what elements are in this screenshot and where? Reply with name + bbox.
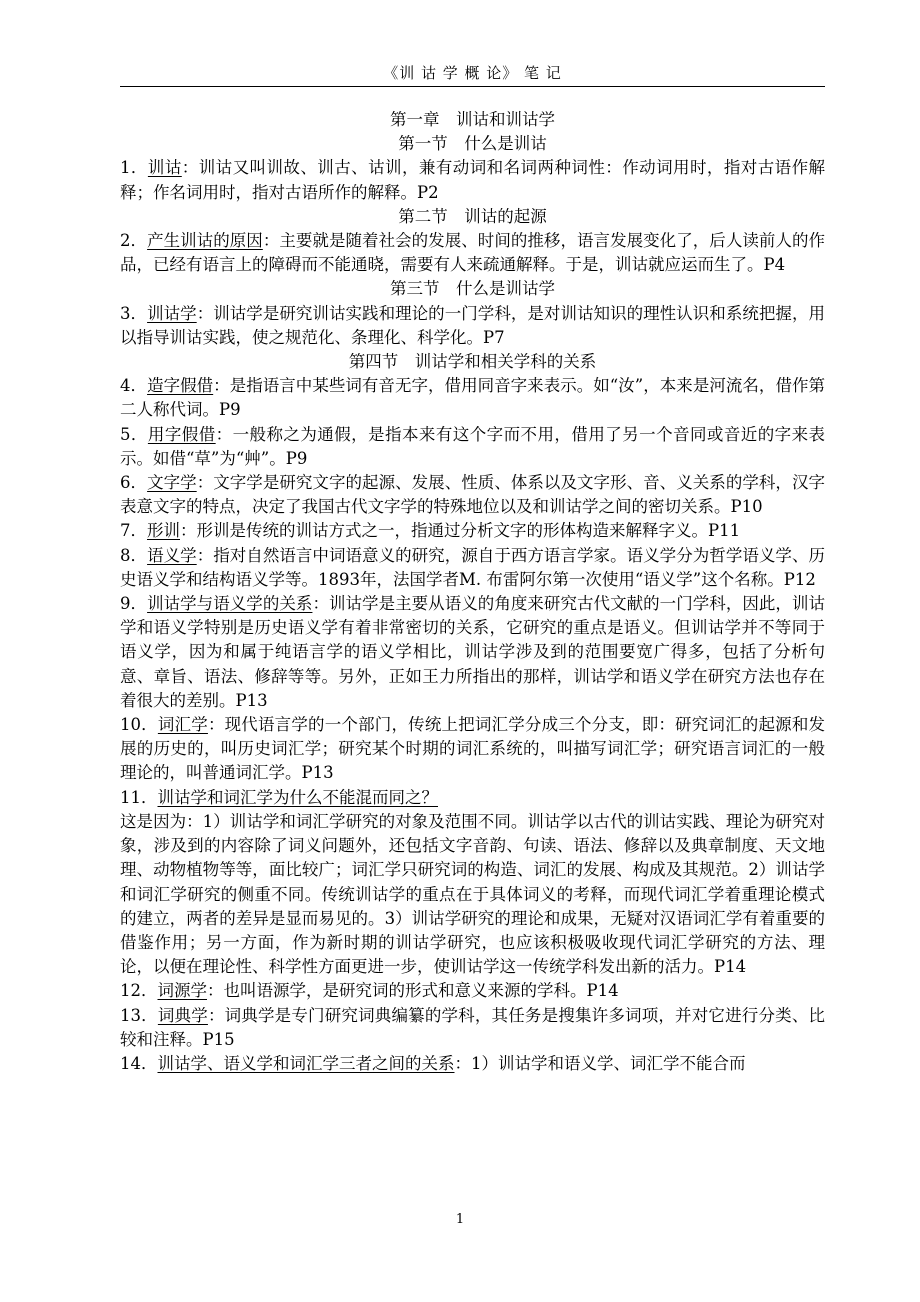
- entry-term: 训诂学、语义学和词汇学三者之间的关系: [157, 1053, 455, 1073]
- entry-text: ：指对自然语言中词语意义的研究，源自于西方语言学家。语义学分为哲学语义学、历史语义学和结构语义学等。1893年，法国学者M. 布雷阿尔第一次使用“语义学”这个名称。P12: [120, 545, 826, 589]
- entry-9: [120, 592, 825, 713]
- entry-text: ：也叫语源学，是研究词的形式和意义来源的学科。P14: [207, 981, 619, 1001]
- page-header: 《训 诂 学 概 论》 笔 记: [120, 62, 825, 87]
- entry-term: 造字假借: [147, 376, 214, 396]
- entry-text: ：是指语言中某些词有音无字，借用同音字来表示。如“汝”，本来是河流名，借作第二人称代词。P9: [120, 376, 826, 420]
- entry-number: 8．: [120, 545, 148, 565]
- entry-4: [120, 374, 825, 422]
- section-2-title: 第二节 训诂的起源: [398, 206, 547, 226]
- entry-term: 语义学: [147, 545, 197, 565]
- entry-term: 用字假借: [147, 424, 216, 444]
- section-4-title: 第四节 训诂学和相关学科的关系: [348, 352, 597, 372]
- entry-term: 文字学: [147, 473, 197, 493]
- entry-term: 词汇学: [157, 715, 208, 735]
- entry-number: 6．: [120, 473, 148, 493]
- entry-term: 训诂学: [147, 303, 197, 323]
- entry-term: 词典学: [157, 1005, 208, 1025]
- entry-text: ：主要就是随着社会的发展、时间的推移，语言发展变化了，后人读前人的作品，已经有语言上的障碍而不能通晓，需要有人来疏通解释。于是，训诂就应运而生了。P4: [120, 231, 826, 275]
- entry-number: 13．: [120, 1005, 158, 1025]
- section-1-title: 第一节 什么是训诂: [398, 134, 547, 154]
- entry-6: [120, 471, 825, 519]
- entry-number: 12．: [120, 981, 158, 1001]
- entry-3: [120, 302, 825, 350]
- entry-text: ：训诂又叫训故、训古、诂训，兼有动词和名词两种词性：作动词用时，指对古语作解释；作名词用时，指对古语所作的解释。P2: [120, 158, 826, 202]
- entry-7: [120, 519, 825, 543]
- section-3-title: 第三节 什么是训诂学: [390, 279, 555, 299]
- entry-text: ：训诂学是主要从语义的角度来研究古代文献的一门学科，因此，训诂学和语义学特别是历史语义学有着非常密切的关系，它研究的重点是语义。但训诂学并不等同于语义学，因为和属于纯语言学的语义学相比，训诂学涉及到的范围要宽广得多，包括了分析句意、章旨、语法、修辞等等。另外，正如王力所指出的那样，训诂学和语义学在研究方法也存在着很大的差别。P13: [120, 594, 826, 710]
- entry-11-answer: [120, 810, 825, 979]
- entry-text: ：训诂学是研究训诂实践和理论的一门学科，是对训诂知识的理性认识和系统把握，用以指导训诂实践，使之规范化、条理化、科学化。P7: [120, 303, 826, 347]
- entry-term: 形训: [147, 521, 180, 541]
- entry-number: 11．: [120, 787, 158, 807]
- entry-14: [120, 1052, 825, 1076]
- entry-term: 训诂: [147, 158, 182, 178]
- entry-number: 14．: [120, 1053, 158, 1073]
- entry-number: 1．: [120, 158, 148, 178]
- entry-number: 10．: [120, 715, 158, 735]
- entry-number: 3．: [120, 303, 148, 323]
- entry-text: ：形训是传统的训诂方式之一，指通过分析文字的形体构造来解释字义。P11: [180, 521, 741, 541]
- entry-2: [120, 229, 825, 277]
- entry-12: [120, 979, 825, 1003]
- entry-number: 9．: [120, 594, 148, 614]
- entry-text: ：词典学是专门研究词典编纂的学科，其任务是搜集许多词项，并对它进行分类、比较和注释。P15: [120, 1005, 826, 1049]
- entry-text: ：现代语言学的一个部门，传统上把词汇学分成三个分支，即：研究词汇的起源和发展的历史的，叫历史词汇学；研究某个时期的词汇系统的，叫描写词汇学；研究语言词汇的一般理论的，叫普通词汇学。P13: [120, 715, 826, 783]
- entry-number: 4．: [120, 376, 148, 396]
- entry-5: [120, 423, 825, 471]
- entry-text: 这是因为：1）训诂学和词汇学研究的对象及范围不同。训诂学以古代的训诂实践、理论为研究对象，涉及到的内容除了词义问题外，还包括文字音韵、句读、语法、修辞以及典章制度、天文地理、动物植物等等，面比较广；词汇学只研究词的构造、词汇的发展、构成及其规范。2）训诂学和词汇学研究的侧重不同。传统训诂学的重点在于具体词义的考释，而现代词汇学着重理论模式的建立，两者的差异是显而易见的。3）训诂学研究的理论和成果，无疑对汉语词汇学有着重要的借鉴作用；另一方面，作为新时期的训诂学研究，也应该积极吸收现代词汇学研究的方法、理论，以便在理论性、科学性方面更进一步，使训诂学这一传统学科发出新的活力。P14: [120, 811, 825, 977]
- entry-text: ：一般称之为通假，是指本来有这个字而不用，借用了另一个音同或音近的字来表示。如借“草”为“艸”。P9: [120, 424, 826, 468]
- entry-10: [120, 713, 825, 786]
- entry-term: 词源学: [157, 981, 207, 1001]
- entry-1: [120, 156, 825, 204]
- entry-text: ：1）训诂学和语义学、词汇学不能合而: [454, 1053, 746, 1073]
- entry-11: [120, 786, 825, 810]
- entry-13: [120, 1004, 825, 1052]
- entry-term: 训诂学与语义学的关系: [147, 594, 313, 614]
- entry-term: 训诂学和词汇学为什么不能混而同之？: [157, 787, 438, 807]
- document-body: [120, 108, 825, 1076]
- page-number: 1: [455, 1212, 465, 1227]
- entry-term: 产生训诂的原因: [147, 231, 263, 251]
- entry-text: ：文字学是研究文字的起源、发展、性质、体系以及文字形、音、义关系的学科，汉字表意文字的特点，决定了我国古代文字学的特殊地位以及和训诂学之间的密切关系。P10: [120, 473, 826, 517]
- chapter-title: 第一章 训诂和训诂学: [390, 110, 555, 129]
- entry-number: 5．: [120, 424, 148, 444]
- entry-number: 7．: [120, 521, 147, 541]
- entry-8: [120, 544, 825, 592]
- entry-number: 2．: [120, 231, 148, 251]
